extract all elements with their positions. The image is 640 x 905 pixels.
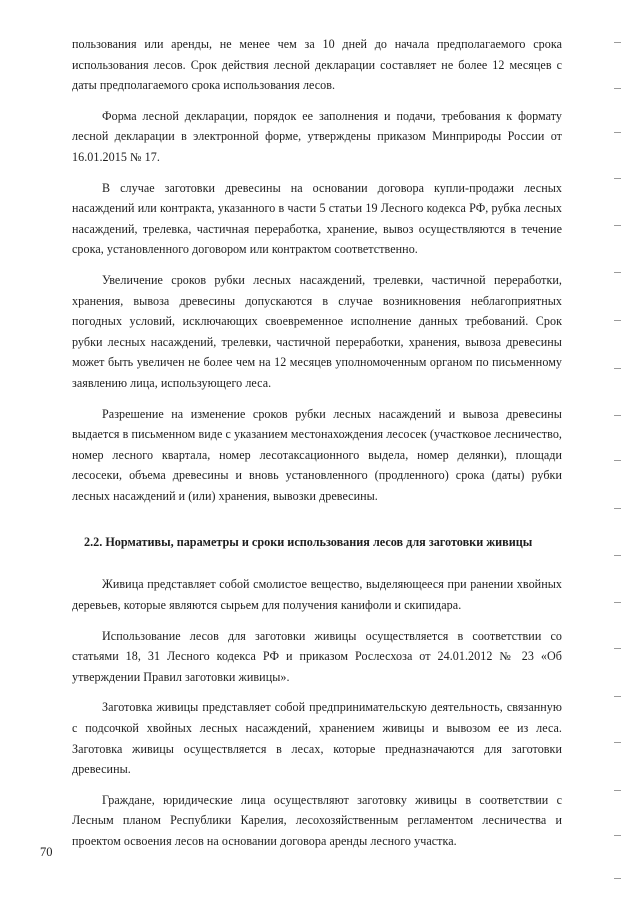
scan-margin-marks: [614, 20, 626, 890]
paragraph-6: Живица представляет собой смолистое вещество, выделяющееся при ранении хвойных деревьев, которые являются сырьем для получения канифоли и скипидара.: [72, 577, 562, 613]
paragraph-4: Увеличение сроков рубки лесных насаждений, трелевки, частичной переработки, хранения, вывоза древесины допускаются в случае возникновения неблагоприятных погодных условий, исключающих своевременное исполнение данных требований. Срок рубки лесных насаждений, трелевки, частичной переработки, хранения, вывоза древесины может быть увеличен не более чем на 12 месяцев уполномоченным органом по письменному заявлению лица, использующего леса.: [72, 272, 562, 390]
paragraph-1: пользования или аренды, не менее чем за 10 дней до начала предполагаемого срока использования лесов. Срок действия лесной декларации составляет не более 12 месяцев с даты предполагаемого срока использования лесов.: [72, 37, 562, 93]
paragraph-5: Разрешение на изменение сроков рубки лесных насаждений и вывоза древесины выдается в письменном виде с указанием местонахождения лесосек (участковое лесничество, номер лесного квартала, номер лесотаксационного выдела, номер делянки), площади лесосеки, объема древесины и вновь установленного (продленного) срока (даты) рубки лесных насаждений и (или) хранения, вывозки древесины.: [72, 406, 562, 503]
paragraph-8: Заготовка живицы представляет собой предпринимательскую деятельность, связанную с подсочкой хвойных лесных насаждений, хранением живицы и вывозом ее из леса. Заготовка живицы осуществляется в лесах, которые предназначаются для заготовки древесины.: [72, 700, 562, 777]
paragraph-2: Форма лесной декларации, порядок ее заполнения и подачи, требования к формату лесной декларации в электронной форме, утверждены приказом Минприроды России от 16.01.2015 № 17.: [72, 108, 562, 164]
section-heading: 2.2. Нормативы, параметры и сроки использования лесов для заготовки живицы: [84, 535, 533, 550]
paragraph-9: Граждане, юридические лица осуществляют заготовку живицы в соответствии с Лесным планом Республики Карелия, лесохозяйственным регламентом лесничества и проектом освоения лесов на основании договора аренды лесного участка.: [72, 792, 562, 848]
page-number: 70: [40, 845, 53, 859]
paragraph-3: В случае заготовки древесины на основании договора купли-продажи лесных насаждений или контракта, указанного в части 5 статьи 19 Лесного кодекса РФ, рубка лесных насаждений, трелевка, частичная переработка, хранение, вывоз осуществляются в течение срока, установленного договором или контрактом соответственно.: [72, 180, 562, 257]
page-body: [72, 34, 562, 862]
paragraph-7: Использование лесов для заготовки живицы осуществляется в соответствии со статьями 18, 31 Лесного кодекса РФ и приказом Рослесхоза от 24.01.2012 № 23 «Об утверждении Правил заготовки живицы».: [72, 628, 562, 684]
